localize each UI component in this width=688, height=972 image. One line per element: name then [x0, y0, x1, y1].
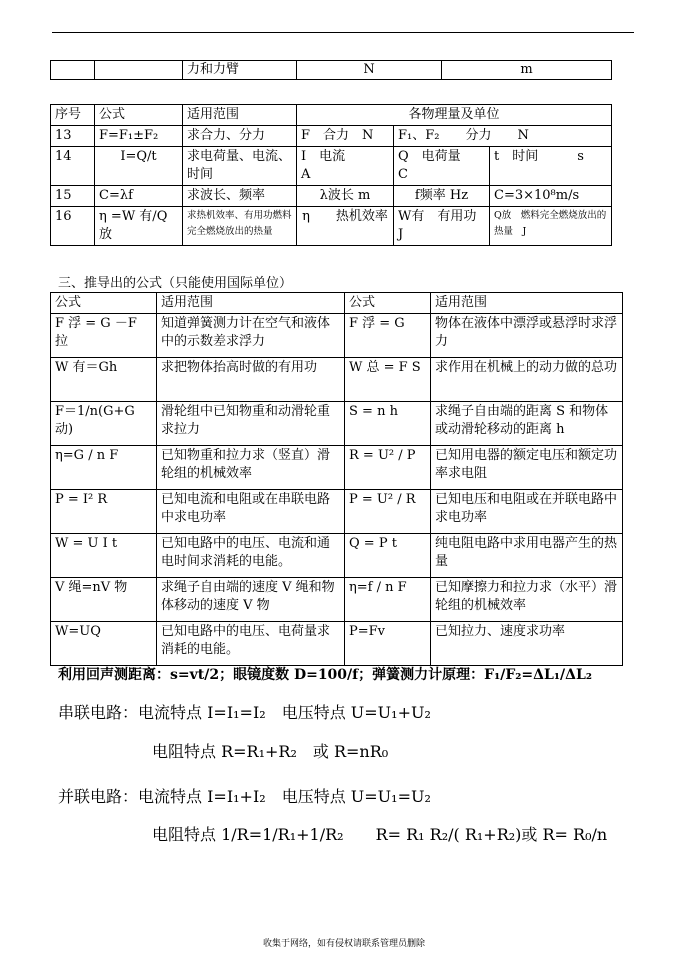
table-cell: W有 有用功 J [394, 207, 490, 246]
table-cell: η=f / n F [345, 578, 431, 622]
table-cell: Q 电荷量 C [394, 147, 490, 186]
header-cell: 公式 [51, 293, 157, 314]
table-cell: 13 [51, 126, 95, 147]
table-cell: 物体在液体中漂浮或悬浮时求浮力 [431, 314, 623, 358]
table-cell: 16 [51, 207, 95, 246]
table-cell: λ波长 m [297, 186, 394, 207]
echo-formula-line: 利用回声测距离：s=vt/2；眼镜度数 D=100/f；弹簧测力计原理：F₁/F₂=ΔL₁/ΔL₂ [58, 667, 592, 683]
table-cell: I=Q/t [95, 147, 183, 186]
table-cell: C=3×10⁸m/s [490, 186, 612, 207]
table-cell: 已知摩擦力和拉力求（水平）滑轮组的机械效率 [431, 578, 623, 622]
table-cell: η =W 有/Q 放 [95, 207, 183, 246]
table-cell: F＝1/n(G+G 动) [51, 402, 157, 446]
table-cell: 滑轮组中已知物重和动滑轮重求拉力 [157, 402, 345, 446]
table-cell: 纯电阻电路中求用电器产生的热量 [431, 534, 623, 578]
table-cell: W=UQ [51, 622, 157, 666]
table-cell: 14 [51, 147, 95, 186]
table-row [51, 126, 612, 147]
table-row [51, 622, 623, 666]
table-cell: W 有＝Gh [51, 358, 157, 402]
header-cell: 适用范围 [431, 293, 623, 314]
header-cell: 各物理量及单位 [297, 105, 612, 126]
table-cell: Q = P t [345, 534, 431, 578]
table-cell [95, 61, 183, 80]
table-row [51, 61, 612, 80]
table-cell: η=G / n F [51, 446, 157, 490]
table-cell: V 绳=nV 物 [51, 578, 157, 622]
table-cell: F 浮 = G －F 拉 [51, 314, 157, 358]
table-cell: 已知电压和电阻或在并联电路中求电功率 [431, 490, 623, 534]
table-cell: C=λf [95, 186, 183, 207]
table-cell: f频率 Hz [394, 186, 490, 207]
table-cell: P = I² R [51, 490, 157, 534]
table-cell: 求电荷量、电流、时间 [183, 147, 297, 186]
table-cell: 求热机效率、有用功燃料完全燃烧放出的热量 [183, 207, 297, 246]
table-cell: 求把物体抬高时做的有用功 [157, 358, 345, 402]
table-row [51, 207, 612, 246]
formula-table-2 [50, 292, 623, 666]
table-continuation [50, 60, 612, 80]
table-row [51, 186, 612, 207]
table-cell: P = U² / R [345, 490, 431, 534]
parallel-circuit-line-1: 并联电路：电流特点 I=I₁+I₂ 电压特点 U=U₁=U₂ [58, 787, 431, 806]
table-cell: 求波长、频率 [183, 186, 297, 207]
table-cell: 求作用在机械上的动力做的总功 [431, 358, 623, 402]
table-cell: W 总 = F S [345, 358, 431, 402]
table-row [51, 490, 623, 534]
table-cell: F=F₁±F₂ [95, 126, 183, 147]
series-circuit-line-2: 电阻特点 R=R₁+R₂ 或 R=nR₀ [152, 742, 389, 761]
header-cell: 适用范围 [183, 105, 297, 126]
table-cell: I 电流 A [297, 147, 394, 186]
table-cell: Q放 燃料完全燃烧放出的热量 J [490, 207, 612, 246]
table-cell: t 时间 s [490, 147, 612, 186]
table-cell: S = n h [345, 402, 431, 446]
table-row [51, 402, 623, 446]
page-footer: 收集于网络，如有侵权请联系管理员删除 [262, 939, 425, 949]
table-cell: 已知电路中的电压、电流和通电时间求消耗的电能。 [157, 534, 345, 578]
series-circuit-line-1: 串联电路：电流特点 I=I₁=I₂ 电压特点 U=U₁+U₂ [58, 703, 431, 722]
table-cell: F₁、F₂ 分力 N [394, 126, 612, 147]
table-row [51, 358, 623, 402]
table-cell: F 合力 N [297, 126, 394, 147]
table-cell: 已知物重和拉力求（竖直）滑轮组的机械效率 [157, 446, 345, 490]
table-cell: 求绳子自由端的距离 S 和物体或动滑轮移动的距离 h [431, 402, 623, 446]
table-header-row [51, 105, 612, 126]
header-cell: 公式 [95, 105, 183, 126]
table-cell: F 浮 = G [345, 314, 431, 358]
header-cell: 序号 [51, 105, 95, 126]
table-cell: R = U² / P [345, 446, 431, 490]
table-cell: 知道弹簧测力计在空气和液体中的示数差求浮力 [157, 314, 345, 358]
table-row [51, 147, 612, 186]
table-row [51, 534, 623, 578]
table-cell: 已知拉力、速度求功率 [431, 622, 623, 666]
table-cell: N [297, 61, 442, 80]
section-title: 三、推导出的公式（只能使用国际单位） [58, 276, 293, 291]
formula-table-1 [50, 104, 612, 246]
table-cell: m [442, 61, 612, 80]
table-row [51, 314, 623, 358]
table-cell: 求绳子自由端的速度 V 绳和物体移动的速度 V 物 [157, 578, 345, 622]
table-cell: η 热机效率 [297, 207, 394, 246]
table-cell: 15 [51, 186, 95, 207]
top-rule [52, 32, 634, 33]
table-row [51, 578, 623, 622]
table-cell: 已知电路中的电压、电荷量求消耗的电能。 [157, 622, 345, 666]
table-cell [51, 61, 95, 80]
table-cell: W = U I t [51, 534, 157, 578]
table-cell: 求合力、分力 [183, 126, 297, 147]
table-row [51, 446, 623, 490]
header-cell: 适用范围 [157, 293, 345, 314]
header-cell: 公式 [345, 293, 431, 314]
table-cell: 已知用电器的额定电压和额定功率求电阻 [431, 446, 623, 490]
table-cell: 已知电流和电阻或在串联电路中求电功率 [157, 490, 345, 534]
table-cell: P=Fv [345, 622, 431, 666]
parallel-circuit-line-2: 电阻特点 1/R=1/R₁+1/R₂ R= R₁ R₂/( R₁+R₂)或 R= R₀/n [152, 825, 608, 844]
table-cell: 力和力臂 [183, 61, 297, 80]
table-header-row [51, 293, 623, 314]
